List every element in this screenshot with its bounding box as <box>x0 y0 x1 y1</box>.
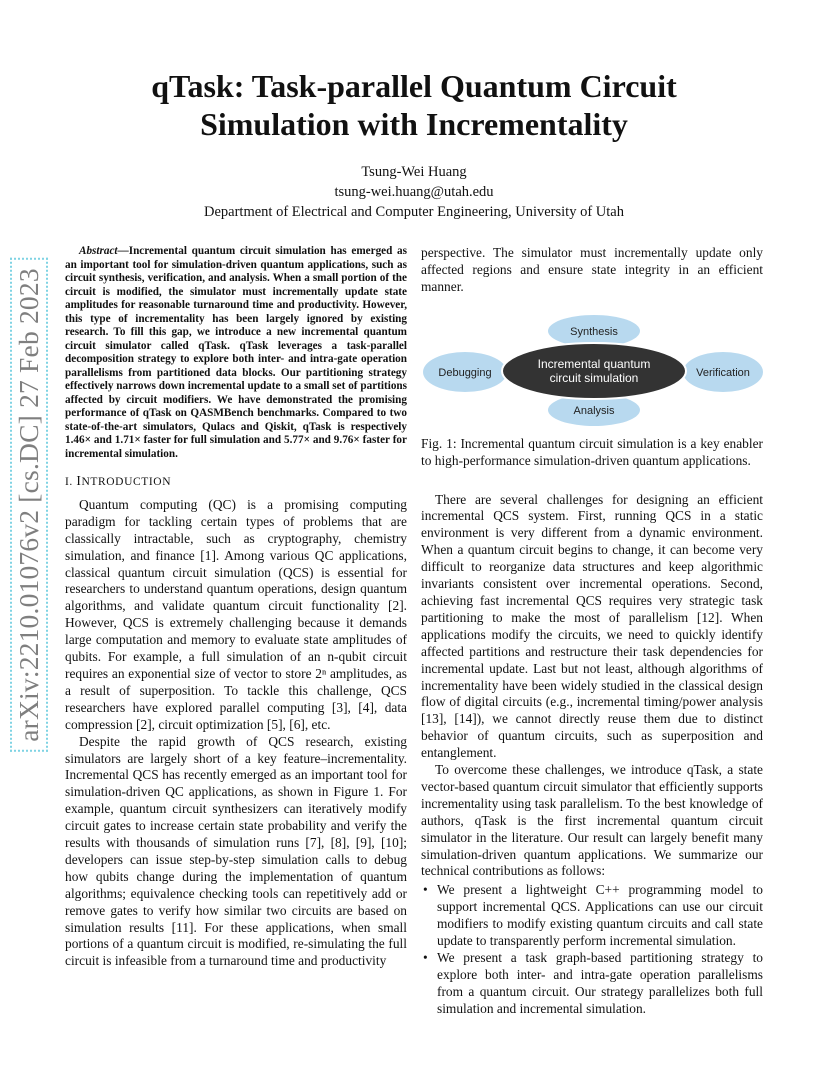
intro-paragraph-1: Quantum computing (QC) is a promising computing paradigm for tackling certain types of problems that are classically intractable, such as cryptography, chemistry simulation, and finance [1]. Among various QC applications, classical quantum circuit simulation (QCS) is essential for researchers to understand quantum operations, design quantum algorithms, and validate quantum circuit functionality [2]. However, QCS is extremely challenging because it demands large computation and memory to evaluate state amplitudes of qubits. For example, a full simulation of an n-qubit circuit requires an exponential size of vector to store 2ⁿ amplitudes, as a result of superposition. To tackle this challenge, QCS researchers have explored parallel computing [3], [4], data compression [2], circuit optimization [5], [6], etc. <box>65 496 407 732</box>
arxiv-sidebar <box>12 255 46 755</box>
section-title-cap: I <box>76 473 82 488</box>
debugging-label: Debugging <box>438 366 492 379</box>
title-line-2: Simulation with Incrementality <box>200 106 628 142</box>
figure-1-diagram <box>421 310 763 430</box>
continued-paragraph: perspective. The simulator must incrementally update only affected regions and ensure state integrity in an efficient manner. <box>421 245 763 294</box>
intro-paragraph-2: Despite the rapid growth of QCS research, existing simulators are largely short of a key feature–incrementality. Incremental QCS has recently emerged as an important tool for simulation-driven QC applications, as shown in Figure 1. For example, quantum circuit synthesizers can iteratively modify circuit gates to increase certain state probability and verify the results with thousands of simulation runs [7], [8], [9], [10]; developers can issue step-by-step simulation calls to debug how qubits change during the implementation of quantum algorithms; equivalence checking tools can repetitively add or remove gates to verify how similar two circuits are based on simulation results [11]. For these applications, when small portions of a quantum circuit is modified, re-simulating the full circuit is infeasible from a turnaround time and productivity <box>65 733 407 969</box>
center-label-line-2: circuit simulation <box>549 370 639 385</box>
figure-1-caption: Fig. 1: Incremental quantum circuit simulation is a key enabler to high-performance simulation-driven quantum applications. <box>421 435 763 468</box>
figure-1 <box>421 310 763 430</box>
author-name: Tsung-Wei Huang <box>361 164 467 180</box>
section-number: I. <box>65 476 77 488</box>
arxiv-identifier: arXiv:2210.01076v2 [cs.DC] 27 Feb 2023 <box>10 258 48 752</box>
author-affiliation: Department of Electrical and Computer Engineering, University of Utah <box>204 204 624 220</box>
paper-title <box>100 67 728 143</box>
contribution-item-1: • We present a lightweight C++ programming model to support incremental QCS. Applications can use our circuit modifiers to modify existing quantum circuits and call state update to transparently perform incremental simulation. <box>435 882 763 950</box>
overcome-paragraph: To overcome these challenges, we introduce qTask, a state vector-based quantum circuit simulator that efficiently supports incrementality using task parallelism. To the best knowledge of authors, qTask is the first incremental quantum circuit simulator in the literature. Our result can largely benefit many simulation-driven quantum applications. We summarize our technical contributions as follows: <box>421 762 763 879</box>
contributions-list <box>421 882 763 1017</box>
synthesis-label: Synthesis <box>570 325 618 338</box>
title-line-1: qTask: Task-parallel Quantum Circuit <box>151 68 677 104</box>
left-column <box>65 245 407 970</box>
contribution-item-2: • We present a task graph-based partitioning strategy to explore both inter- and intra-gate operation parallelisms from a quantum circuit. Our strategy parallelizes both full simulation and incremental simulation. <box>435 950 763 1018</box>
author-block <box>100 162 728 222</box>
right-column <box>421 245 763 1018</box>
abstract-text: —Incremental quantum circuit simulation has emerged as an important tool for simulation-driven quantum applications, such as circuit synthesis, verification, and analysis. When a small portion of the circuit is modified, the simulator must incrementally update state amplitudes for reasonable turnaround time and productivity. However, this type of incrementality has been largely ignored by existing research. To fill this gap, we introduce a new incremental quantum circuit simulator called qTask. qTask leverages a task-parallel decomposition strategy to explore both inter- and intra-gate operation parallelisms from partitioned data blocks. Our partitioning strategy effectively narrows down incremental update to a small set of partitions affected by circuit modifiers. We have demonstrated the promising performance of qTask on QASMBench benchmarks. Compared to two state-of-the-art simulators, Qulacs and Qiskit, qTask is respectively 1.46× and 1.71× faster for full simulation and 5.77× and 9.76× faster for incremental simulation. <box>65 245 407 460</box>
section-heading-introduction <box>65 473 407 491</box>
abstract-label: Abstract <box>79 245 118 257</box>
challenges-paragraph: There are several challenges for designing an efficient incremental QCS system. First, running QCS in a static environment is very different from a dynamic environment. When a quantum circuit begins to change, it can become very difficult to reorganize data structures and keep algorithmic invariants consistent over incremental operations. Second, achieving fast incremental QCS requires very strategic task partitioning to make the most of parallelism [12]. When applications modify the circuits, we need to quickly identify affected partitions and restructure their task dependencies for incremental update. Last but not least, although algorithms of incrementality have been widely studied in the classical design flow of digital circuits (e.g., incremental timing/power analysis [13], [14]), we cannot directly reuse them due to distinct behavior of quantum circuits, such as superposition and entanglement. <box>421 491 763 761</box>
center-label-line-1: Incremental quantum <box>537 356 651 371</box>
abstract <box>65 245 407 461</box>
verification-label: Verification <box>696 366 750 379</box>
section-title-rest: NTRODUCTION <box>81 476 172 488</box>
author-email: tsung-wei.huang@utah.edu <box>334 184 494 200</box>
analysis-label: Analysis <box>573 404 615 417</box>
